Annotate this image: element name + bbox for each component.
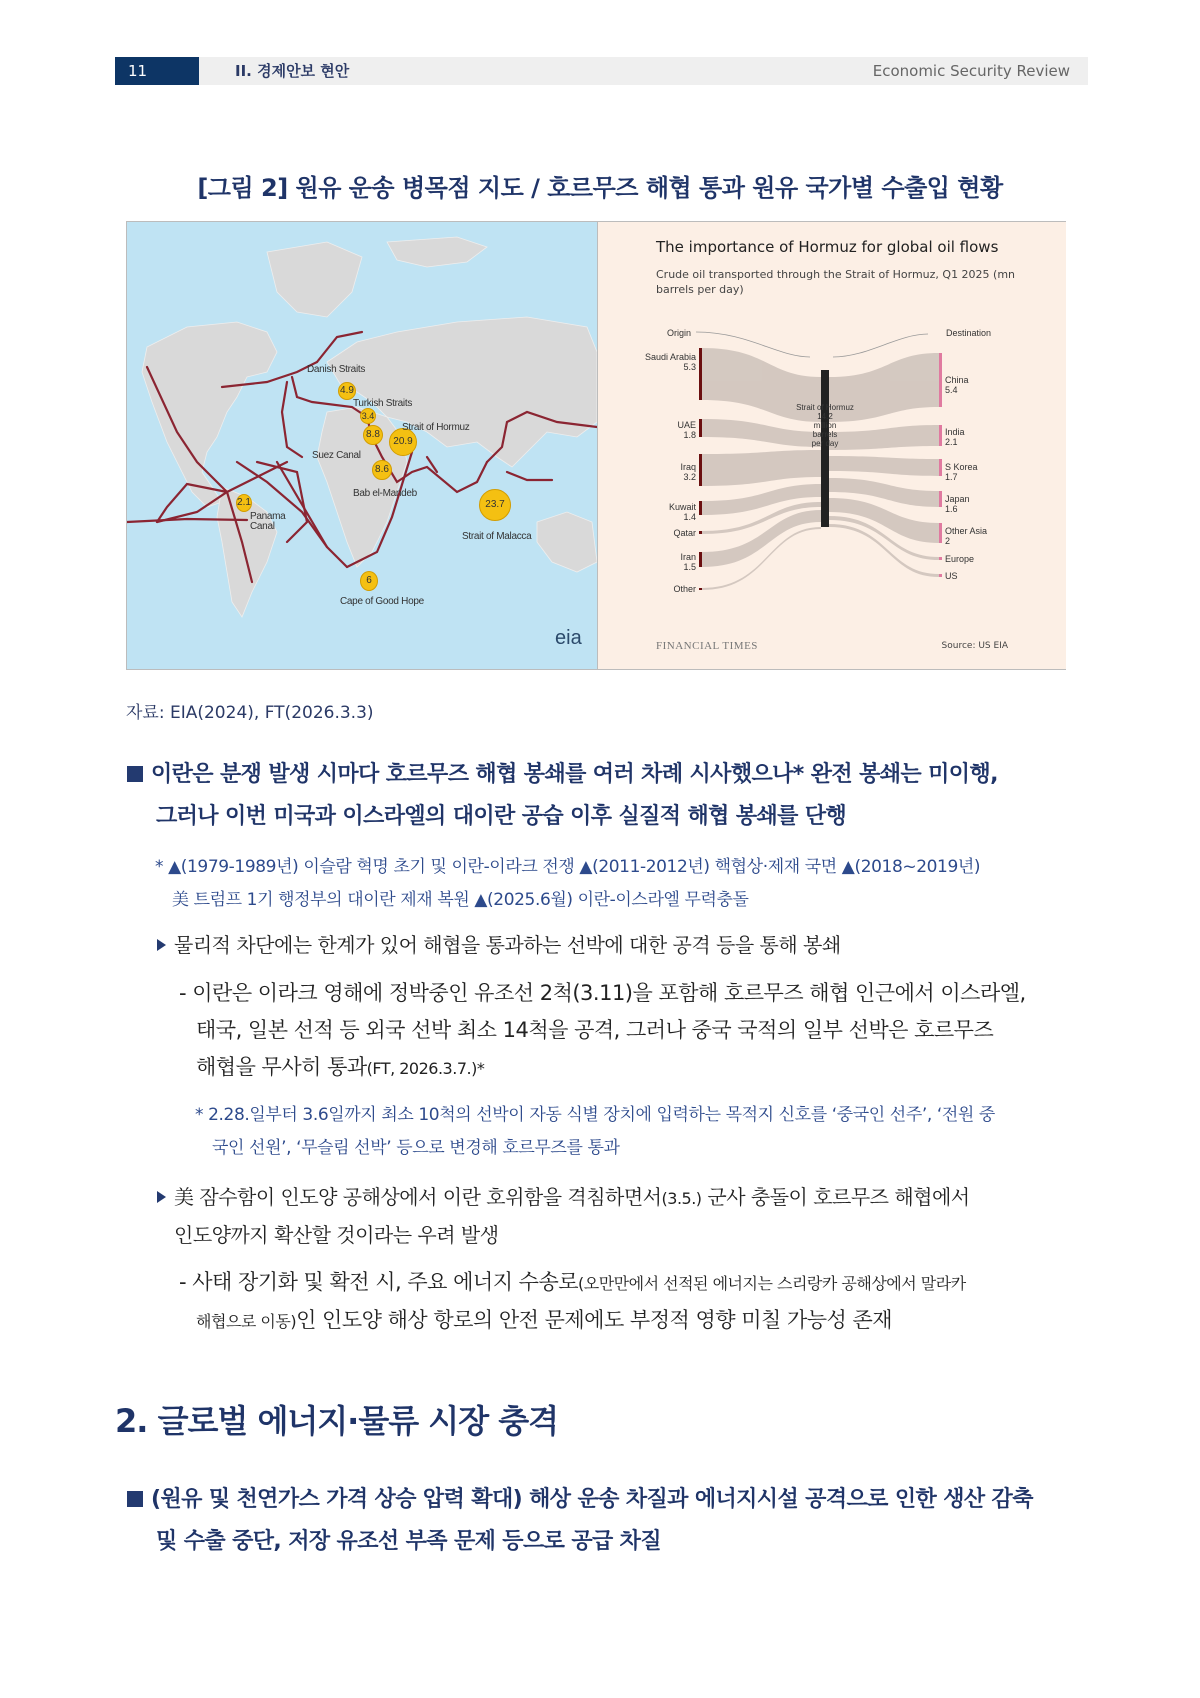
origin-qatar: Qatar — [673, 528, 696, 538]
figure-source: 자료: EIA(2024), FT(2026.3.3) — [126, 703, 374, 723]
chokepoint-panama-canal: 2.1 — [236, 494, 252, 512]
label-bab-el-mandeb: Bab el-Mandeb — [353, 488, 417, 499]
origin-header: Origin — [667, 328, 692, 338]
label-strait-of-malacca: Strait of Malacca — [462, 531, 532, 542]
chokepoint-suez-canal: 8.8 — [363, 425, 383, 445]
origin-iraq: Iraq 3.2 — [680, 462, 696, 482]
square-bullet-icon — [127, 766, 143, 782]
hormuz-center-label: Strait of Hormuz 14.2 million barrels per day — [796, 403, 854, 448]
origin-other: Other — [673, 584, 696, 594]
section-label: II. 경제안보 현안 — [235, 62, 350, 80]
label-danish-straits: Danish Straits — [307, 364, 366, 375]
page-number: 11 — [115, 57, 199, 85]
dest-s-korea: S Korea 1.7 — [945, 462, 978, 482]
label-strait-of-hormuz: Strait of Hormuz — [402, 422, 470, 433]
label-cape-of-good-hope: Cape of Good Hope — [340, 596, 424, 607]
publication-name: Economic Security Review — [872, 62, 1070, 80]
key-point-1: 이란은 분쟁 발생 시마다 호르무즈 해협 봉쇄를 여러 차례 시사했으나* 완전 봉쇄는 미이행, 그러나 이번 미국과 이스라엘의 대이란 공습 이후 실질적 해협 봉쇄를 단행 — [127, 754, 1097, 838]
world-map-chokepoints — [127, 222, 597, 669]
label-suez-canal: Suez Canal — [312, 450, 361, 461]
square-bullet-icon — [127, 1491, 143, 1507]
origin-saudi-arabia: Saudi Arabia 5.3 — [644, 352, 696, 372]
chart-source: Source: US EIA — [941, 641, 1008, 651]
destination-header: Destination — [946, 328, 992, 338]
dest-other-asia: Other Asia 2 — [945, 526, 988, 546]
footnote-2: * 2.28.일부터 3.6일까지 최소 10척의 선박이 자동 식별 장치에 입력하는 목적지 신호를 ‘중국인 선주’, ‘전원 중 국인 선원’, ‘무슬림 선박’ 등으로 변경해 호르무즈를 통과 — [195, 1105, 995, 1158]
sub-point-2: 美 잠수함이 인도양 공해상에서 이란 호위함을 격침하면서(3.5.) 군사 충돌이 호르무즈 해협에서 인도양까지 확산할 것이라는 우려 발생 — [157, 1179, 1102, 1253]
chokepoint-bab-el-mandeb: 8.6 — [372, 460, 392, 480]
figure-title: [그림 2] 원유 운송 병목점 지도 / 호르무즈 해협 통과 원유 국가별 수출입 현황 — [197, 174, 1003, 202]
triangle-bullet-icon — [157, 1191, 166, 1203]
chokepoint-cape-of-good-hope: 6 — [360, 571, 378, 591]
triangle-bullet-icon — [157, 939, 166, 951]
key-point-2: (원유 및 천연가스 가격 상승 압력 확대) 해상 운송 차질과 에너지시설 공격으로 인한 생산 감축 및 수출 중단, 저장 유조선 부족 문제 등으로 공급 차질 — [127, 1479, 1097, 1563]
section-heading: 2. 글로벌 에너지·물류 시장 충격 — [115, 1402, 559, 1440]
label-turkish-straits: Turkish Straits — [353, 398, 413, 409]
ft-sankey-chart — [597, 222, 1066, 669]
origin-uae: UAE 1.8 — [677, 420, 696, 440]
dest-china: China 5.4 — [945, 375, 969, 395]
eia-logo: eia — [555, 627, 582, 649]
origin-iran: Iran 1.5 — [680, 552, 696, 572]
dest-us: US — [945, 571, 958, 581]
dest-europe: Europe — [945, 554, 975, 564]
figure-panel — [126, 221, 1066, 670]
origin-kuwait: Kuwait 1.4 — [668, 502, 696, 522]
chart-subtitle: Crude oil transported through the Strait of Hormuz, Q1 2025 (mn barrels per day) — [656, 268, 1016, 296]
chokepoint-danish-straits: 4.9 — [338, 382, 356, 400]
dest-india: India 2.1 — [945, 427, 965, 447]
dest-japan: Japan 1.6 — [945, 494, 970, 514]
page-header — [115, 57, 1088, 85]
detail-2: - 사태 장기화 및 확전 시, 주요 에너지 수송로(오만만에서 선적된 에너지는 스리랑카 공해상에서 말라카 해협으로 이동)인 인도양 해상 항로의 안전 문제에도 부정적 영향 미칠 가능성 존재 — [179, 1270, 966, 1332]
footnote-1: * ▲(1979-1989년) 이슬람 혁명 초기 및 이란-이라크 전쟁 ▲(2011-2012년) 핵협상·제재 국면 ▲(2018~2019년) 美 트럼프 1기 행정부의 대이란 제재 복원 ▲(2025.6월) 이란-이스라엘 무력충돌 — [155, 857, 981, 910]
detail-1: - 이란은 이라크 영해에 정박중인 유조선 2척(3.11)을 포함해 호르무즈 해협 인근에서 이스라엘, 태국, 일본 선적 등 외국 선박 최소 14척을 공격, 그러나 중국 국적의 일부 선박은 호르무즈 해협을 무사히 통과(FT, 2026.3.7.)* — [179, 981, 1026, 1079]
label-panama-canal: Panama Canal — [250, 511, 286, 532]
chokepoint-strait-of-hormuz: 20.9 — [389, 428, 417, 456]
chart-title: The importance of Hormuz for global oil flows — [656, 238, 999, 256]
ft-publisher-logo: FINANCIAL TIMES — [656, 640, 758, 652]
chokepoint-strait-of-malacca: 23.7 — [479, 489, 511, 521]
sub-point-1: 물리적 차단에는 한계가 있어 해협을 통과하는 선박에 대한 공격 등을 통해 봉쇄 — [157, 927, 1102, 963]
chokepoint-turkish-straits: 3.4 — [360, 408, 376, 424]
